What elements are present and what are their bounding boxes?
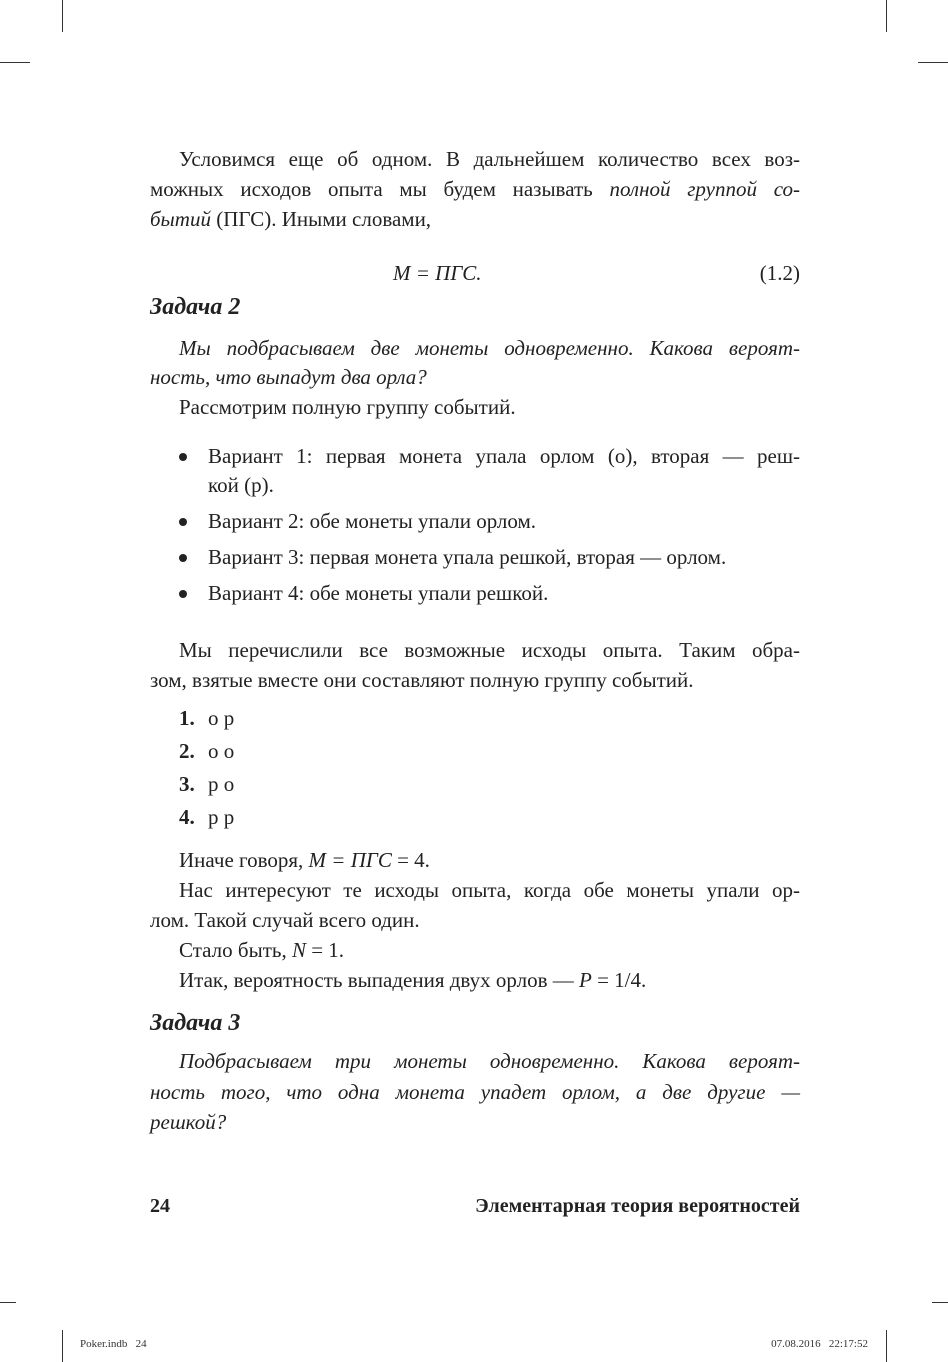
bullet-item-text: Вариант 1: первая монета упала орлом (о), вторая — реш- (208, 444, 800, 468)
italic-text: M = ПГС (308, 848, 392, 872)
crop-mark (62, 1330, 63, 1362)
task-3-heading: Задача 3 (150, 1010, 241, 1036)
italic-text: решкой? (150, 1110, 227, 1134)
bullet-item-text: кой (р). (208, 473, 274, 497)
text-line (150, 174, 800, 204)
crop-mark (0, 62, 30, 63)
task-2-heading: Задача 2 (150, 294, 241, 320)
text-line (150, 905, 800, 935)
italic-text: N (291, 938, 306, 962)
text-line (150, 333, 800, 363)
text-line (150, 875, 800, 905)
slug-filename: Poker.indb 24 (80, 1338, 147, 1350)
text-line (150, 392, 800, 422)
bullet-item-text: Вариант 4: обе монеты упали решкой. (208, 581, 549, 605)
text: Условимся еще об одном. В дальнейшем количество всех воз- (179, 147, 800, 171)
crop-mark (886, 1330, 887, 1362)
outcome-number: 4. (179, 805, 195, 829)
text: Итак, вероятность выпадения двух орлов — (179, 968, 579, 992)
outcome-number: 1. (179, 706, 195, 730)
formula-1-2 (150, 258, 800, 288)
text: Иначе говоря, (179, 848, 309, 872)
text: Стало быть, (179, 938, 292, 962)
text-line (150, 965, 800, 995)
text: Нас интересуют те исходы опыта, когда обе монеты упали ор- (179, 878, 800, 902)
outcome-value: р р (208, 805, 235, 829)
crop-mark (0, 1302, 16, 1303)
italic-text: полной группой со- (609, 177, 800, 201)
page-number: 24 (150, 1195, 170, 1217)
italic-text: ность, что выпадут два орла? (150, 365, 427, 389)
outcome-number: 3. (179, 772, 195, 796)
text-line (150, 1077, 800, 1107)
text: лом. Такой случай всего один. (150, 908, 420, 932)
outcome-number: 2. (179, 739, 195, 763)
text-line (150, 665, 800, 695)
bullet-item-text: Вариант 2: обе монеты упали орлом. (208, 509, 537, 533)
text-line (150, 845, 800, 875)
text: = 4. (391, 848, 430, 872)
slug-datetime: 07.08.2016 22:17:52 (771, 1338, 868, 1350)
text-line (150, 204, 800, 234)
italic-text: P (578, 968, 592, 992)
text-line (150, 362, 800, 392)
italic-text: Подбрасываем три монеты одновременно. Какова вероят- (179, 1049, 800, 1073)
text: зом, взятые вместе они составляют полную группу событий. (150, 668, 694, 692)
text: = 1/4. (591, 968, 647, 992)
text-line (150, 1107, 800, 1137)
crop-mark (918, 62, 948, 63)
text: можных исходов опыта мы будем называть (150, 177, 610, 201)
text-line (150, 1046, 800, 1076)
outcome-value: р о (208, 772, 235, 796)
italic-text: Мы подбрасываем две монеты одновременно. Какова вероят- (179, 336, 800, 360)
formula-expression: M = ПГС. (393, 261, 482, 285)
text-line (150, 935, 800, 965)
crop-mark (886, 0, 887, 32)
running-footer-title: Элементарная теория вероятностей (475, 1195, 800, 1217)
bullet-item-text: Вариант 3: первая монета упала решкой, вторая — орлом. (208, 545, 727, 569)
outcome-value: о о (208, 739, 235, 763)
text-line (150, 144, 800, 174)
text: (ПГС). Иными словами, (210, 207, 432, 231)
text: Мы перечислили все возможные исходы опыта. Таким обра- (179, 638, 800, 662)
text: = 1. (305, 938, 345, 962)
text: Рассмотрим полную группу событий. (179, 395, 516, 419)
crop-mark (62, 0, 63, 32)
outcome-value: о р (208, 706, 235, 730)
text-line (150, 635, 800, 665)
formula-number: (1.2) (759, 261, 800, 285)
italic-text: бытий (150, 207, 211, 231)
crop-mark (932, 1302, 948, 1303)
italic-text: ность того, что одна монета упадет орлом, а две другие — (150, 1080, 800, 1104)
